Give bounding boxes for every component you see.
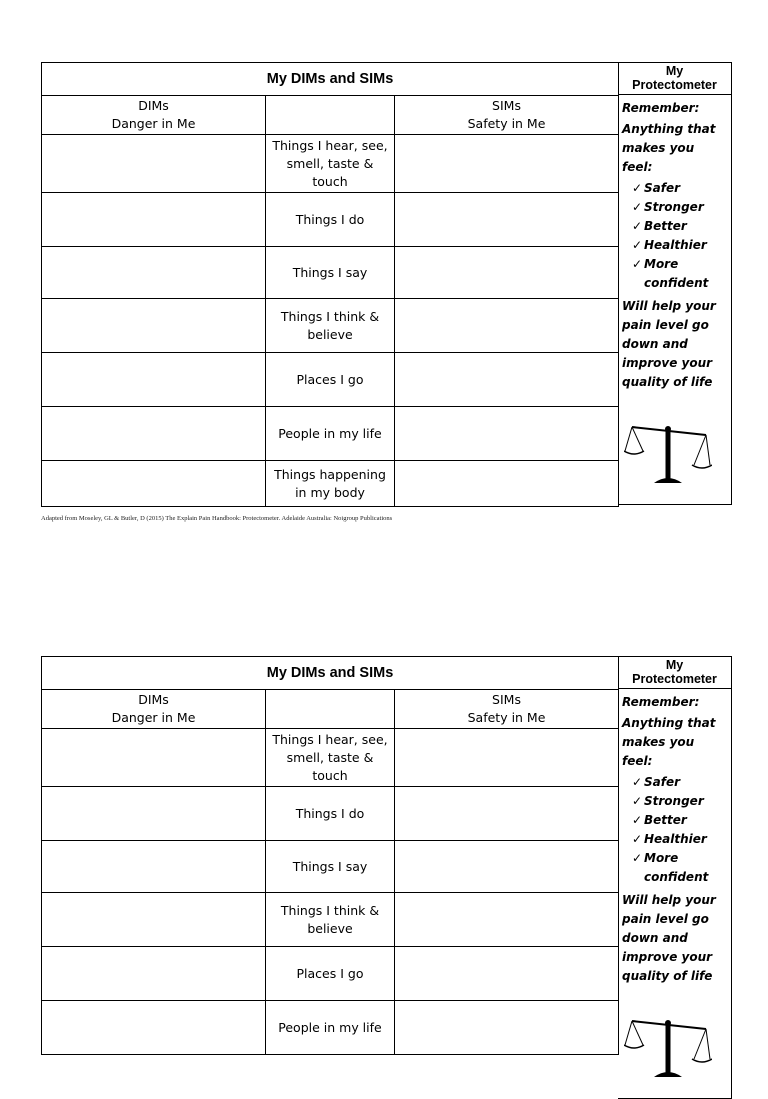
intro-text: Anything that makes you feel:	[622, 716, 716, 768]
citation-footnote: Adapted from Moseley, GL & Butler, D (2015) The Explain Pain Handbook: Protectometer. Adelaide Australia: Noigroup Publications	[41, 515, 393, 522]
table-row	[42, 353, 619, 407]
sims-entry-cell[interactable]	[395, 841, 619, 893]
sims-entry-cell[interactable]	[395, 353, 619, 407]
protectometer-text	[618, 689, 731, 986]
checklist	[622, 179, 727, 293]
dims-entry-cell[interactable]	[42, 461, 266, 507]
sims-entry-cell[interactable]	[395, 193, 619, 247]
protectometer-title: My Protectometer	[618, 63, 731, 95]
dims-entry-cell[interactable]	[42, 193, 266, 247]
remember-label: Remember:	[622, 101, 700, 115]
dims-entry-cell[interactable]	[42, 947, 266, 1001]
dims-entry-cell[interactable]	[42, 299, 266, 353]
balance-scale-icon	[624, 1017, 712, 1079]
sims-entry-cell[interactable]	[395, 787, 619, 841]
category-label: People in my life	[266, 407, 395, 461]
category-label: Things I do	[266, 787, 395, 841]
dims-header: DIMs Danger in Me	[42, 96, 266, 135]
check-icon: ✓	[632, 775, 643, 789]
table-row	[42, 947, 619, 1001]
sims-header: SIMs Safety in Me	[395, 96, 619, 135]
category-label: Places I go	[266, 947, 395, 1001]
sims-header: SIMs Safety in Me	[395, 690, 619, 729]
check-icon: ✓	[632, 813, 643, 827]
protectometer-text	[618, 95, 731, 392]
list-item: ✓ Safer	[632, 179, 727, 198]
dims-sims-table	[41, 62, 619, 507]
category-label: Things I do	[266, 193, 395, 247]
protectometer-title: My Protectometer	[618, 657, 731, 689]
list-item: ✓ Better	[632, 811, 727, 830]
list-item: ✓ Stronger	[632, 792, 727, 811]
dims-entry-cell[interactable]	[42, 407, 266, 461]
checklist	[622, 773, 727, 887]
sims-entry-cell[interactable]	[395, 461, 619, 507]
check-icon: ✓	[632, 219, 643, 233]
category-label: Things I hear, see, smell, taste & touch	[266, 729, 395, 787]
list-item: ✓ More confident	[632, 257, 709, 290]
list-item: ✓ Healthier	[632, 236, 727, 255]
category-label: Things I say	[266, 841, 395, 893]
table-row	[42, 841, 619, 893]
category-label: Things I say	[266, 247, 395, 299]
dims-entry-cell[interactable]	[42, 135, 266, 193]
table-title: My DIMs and SIMs	[42, 657, 619, 690]
check-icon: ✓	[632, 200, 643, 214]
remember-label: Remember:	[622, 695, 700, 709]
dims-entry-cell[interactable]	[42, 893, 266, 947]
list-item: ✓ More confident	[632, 851, 709, 884]
dims-entry-cell[interactable]	[42, 247, 266, 299]
check-icon: ✓	[632, 181, 643, 195]
sims-entry-cell[interactable]	[395, 729, 619, 787]
sims-entry-cell[interactable]	[395, 1001, 619, 1055]
check-icon: ✓	[632, 794, 643, 808]
dims-entry-cell[interactable]	[42, 1001, 266, 1055]
dims-entry-cell[interactable]	[42, 353, 266, 407]
table-title: My DIMs and SIMs	[42, 63, 619, 96]
table-row	[42, 407, 619, 461]
table-row	[42, 247, 619, 299]
protectometer-panel	[618, 62, 732, 505]
table-row	[42, 461, 619, 507]
outro-text: Will help your pain level go down and improve your quality of life	[622, 893, 716, 983]
table-row	[42, 1001, 619, 1055]
sims-entry-cell[interactable]	[395, 407, 619, 461]
check-icon: ✓	[632, 851, 643, 865]
sims-entry-cell[interactable]	[395, 247, 619, 299]
dims-header: DIMs Danger in Me	[42, 690, 266, 729]
category-header	[266, 96, 395, 135]
balance-scale-icon	[624, 423, 712, 485]
dims-sims-table	[41, 656, 619, 1055]
check-icon: ✓	[632, 832, 643, 846]
category-header	[266, 690, 395, 729]
check-icon: ✓	[632, 238, 643, 252]
sims-entry-cell[interactable]	[395, 299, 619, 353]
list-item: ✓ Stronger	[632, 198, 727, 217]
list-item: ✓ Healthier	[632, 830, 727, 849]
category-label: Things I hear, see, smell, taste & touch	[266, 135, 395, 193]
sims-entry-cell[interactable]	[395, 135, 619, 193]
table-row	[42, 893, 619, 947]
table-row	[42, 135, 619, 193]
table-row	[42, 193, 619, 247]
intro-text: Anything that makes you feel:	[622, 122, 716, 174]
table-row	[42, 729, 619, 787]
category-label: People in my life	[266, 1001, 395, 1055]
table-row	[42, 787, 619, 841]
category-label: Places I go	[266, 353, 395, 407]
dims-entry-cell[interactable]	[42, 787, 266, 841]
category-label: Things I think & believe	[266, 299, 395, 353]
protectometer-panel	[618, 656, 732, 1099]
category-label: Things I think & believe	[266, 893, 395, 947]
list-item: ✓ Better	[632, 217, 727, 236]
category-label: Things happening in my body	[266, 461, 395, 507]
list-item: ✓ Safer	[632, 773, 727, 792]
dims-entry-cell[interactable]	[42, 729, 266, 787]
outro-text: Will help your pain level go down and improve your quality of life	[622, 299, 716, 389]
sims-entry-cell[interactable]	[395, 947, 619, 1001]
sims-entry-cell[interactable]	[395, 893, 619, 947]
check-icon: ✓	[632, 257, 643, 271]
table-row	[42, 299, 619, 353]
dims-entry-cell[interactable]	[42, 841, 266, 893]
